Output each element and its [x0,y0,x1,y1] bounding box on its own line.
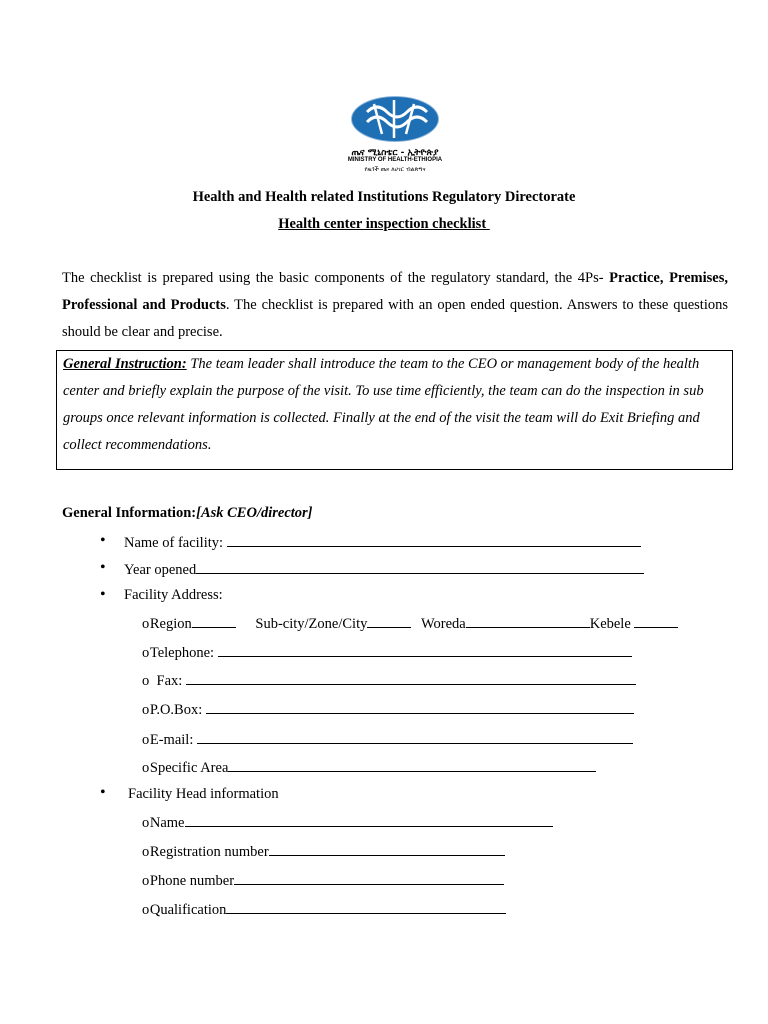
telephone-field[interactable] [218,643,632,657]
page-subtitle: Health center inspection checklist [278,216,490,232]
instruction-label: General Instruction: [63,356,187,372]
phone-label: Phone number [149,873,235,889]
telephone-row [142,643,632,662]
sub-bullet-icon: o [142,873,150,889]
head-name-label: Name [149,815,185,831]
name-of-facility-label: Name of facility: [124,535,227,551]
sub-bullet-icon: o [142,732,150,748]
bullet-icon: • [100,559,106,576]
bullet-icon: • [100,586,106,603]
logo-amharic-top: ጤና ሚኒስቴር - ኢትዮጵያ [351,148,439,158]
fax-label: Fax: [152,673,186,689]
pobox-row [142,700,634,719]
fax-field[interactable] [186,671,636,685]
bullet-icon: • [100,532,106,549]
logo-amharic-bottom: የዜጎች ጤና ለሀገር ብልጽግና [364,166,426,173]
page-title: Health and Health related Institutions Regulatory Directorate [192,189,576,205]
email-field[interactable] [197,730,633,744]
qualification-field[interactable] [226,900,506,914]
year-opened-label: Year opened [124,562,197,578]
logo-english: MINISTRY OF HEALTH-ETHIOPIA [347,157,443,163]
email-label: E-mail: [149,732,197,748]
sub-bullet-icon: o [142,815,150,831]
intro-text-a: The checklist is prepared using the basic components of the regulatory standard, the 4Ps- [62,270,610,286]
specific-area-field[interactable] [228,758,596,772]
registration-field[interactable] [269,842,505,856]
subcity-field[interactable] [367,614,411,628]
qualification-row [142,900,506,919]
facility-address-label: Facility Address: [124,587,223,603]
kebele-field[interactable] [634,614,678,628]
sub-bullet-icon: o [142,673,150,689]
page-subtitle-wrap [0,216,768,233]
ministry-logo [322,92,468,178]
bullet-icon: • [100,784,106,801]
general-info-note: [Ask CEO/director] [196,505,313,521]
general-info-heading [62,505,313,522]
phone-row [142,871,504,890]
instruction-text: The team leader shall introduce the team to the CEO or management body of the health center and briefly explain the purpose of the visit. To use time efficiently, the team can do the inspection in sub groups once relevant information is collected. Finally at the end of the visit the team will do Exit Briefing and collect recommendations. [63,356,704,453]
region-field[interactable] [192,614,236,628]
registration-label: Registration number [149,844,269,860]
woreda-label: Woreda [420,616,466,632]
woreda-field[interactable] [466,614,590,628]
year-opened-field[interactable] [196,560,644,574]
telephone-label: Telephone: [149,645,218,661]
general-info-label: General Information: [62,505,197,521]
region-row [142,614,678,633]
kebele-label: Kebele [589,616,631,632]
instruction-box [56,350,733,470]
sub-bullet-icon: o [142,702,150,718]
pobox-field[interactable] [206,700,634,714]
name-of-facility-field[interactable] [227,533,641,547]
qualification-label: Qualification [149,902,227,918]
specific-area-row [142,758,596,777]
phone-field[interactable] [234,871,504,885]
sub-bullet-icon: o [142,902,150,918]
specific-area-label: Specific Area [149,760,229,776]
email-row [142,730,633,749]
intro-text-b: . The checklist is prepared with an open ended question. Answers to these questions should be clear and precise. [62,297,728,340]
name-of-facility-row [124,533,641,552]
head-name-field[interactable] [185,813,553,827]
region-label: Region [149,616,192,632]
pobox-label: P.O.Box: [149,702,206,718]
sub-bullet-icon: o [142,760,150,776]
registration-row [142,842,505,861]
sub-bullet-icon: o [142,645,150,661]
year-opened-row [124,560,644,579]
subcity-label: Sub-city/Zone/City [255,616,368,632]
sub-bullet-icon: o [142,616,150,632]
fax-row [142,671,636,690]
head-name-row [142,813,553,832]
facility-head-label: Facility Head information [128,786,279,802]
intro-paragraph [62,265,728,346]
intro-bold: Practice, Premises, Professional and Products [62,270,728,313]
sub-bullet-icon: o [142,844,150,860]
